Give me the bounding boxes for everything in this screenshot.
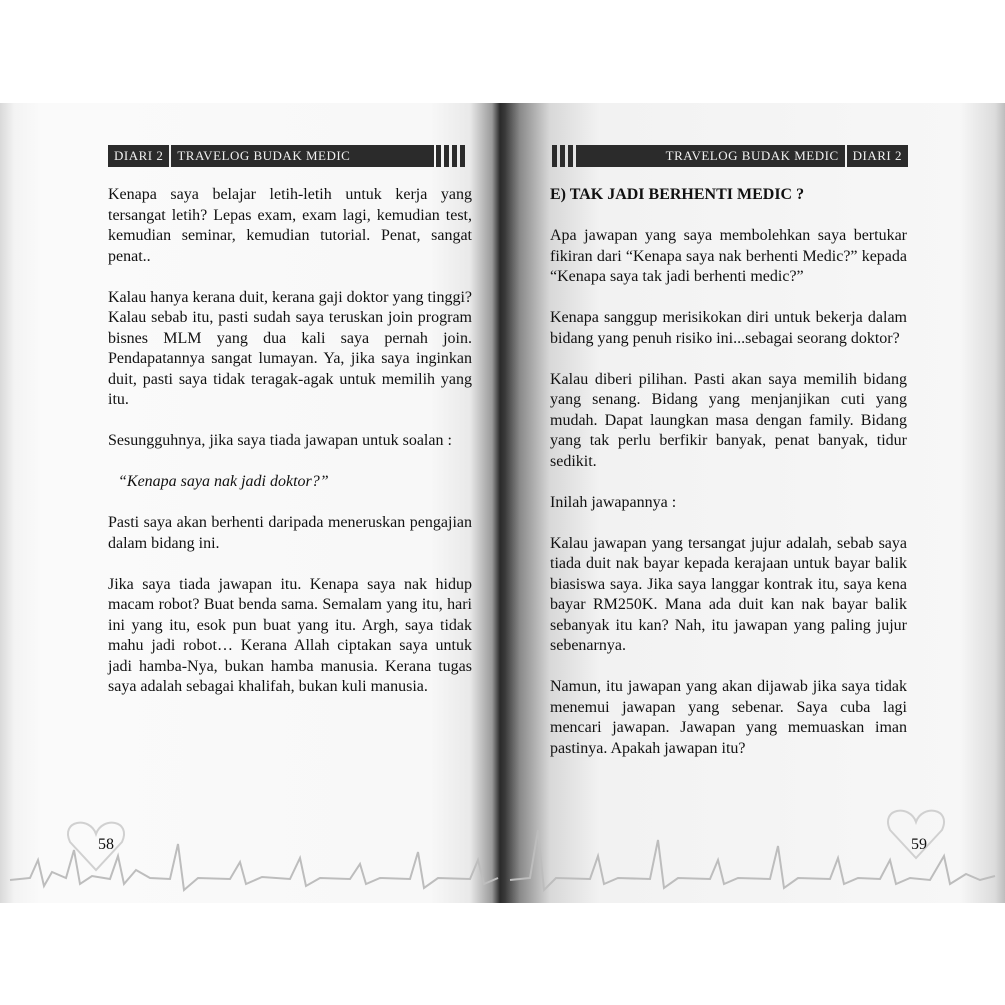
chapter-label: DIARI 2 <box>114 148 164 163</box>
left-page-body <box>108 185 472 718</box>
right-running-header <box>578 145 908 167</box>
ekg-line-decoration <box>0 800 1005 905</box>
right-header-bars <box>552 145 581 167</box>
paragraph: Jika saya tiada jawapan itu. Kenapa saya nak hidup macam robot? Buat benda sama. Semalam yang itu, hari ini yang itu, esok pun buat yang itu. Argh, saya tidak mahu jadi robot… Kerana Allah ciptakan saya untuk jadi hamba-Nya, bukan hamba manusia. Kerana tugas saya adalah sebagai khalifah, bukan kuli manusia. <box>108 575 472 695</box>
paragraph: Kalau diberi pilihan. Pasti akan saya memilih bidang yang senang. Bidang yang menjanjikan cuti yang mudah. Dapat laungkan masa dengan family. Bidang yang tak perlu berfikir banyak, penat banyak, tidur sedikit. <box>550 370 907 470</box>
paragraph: Pasti saya akan berhenti daripada meneruskan pengajian dalam bidang ini. <box>108 514 472 552</box>
book-title: TRAVELOG BUDAK MEDIC <box>177 148 351 163</box>
paragraph: Namun, itu jawapan yang akan dijawab jika saya tidak menemui jawapan yang sebenar. Saya cuba lagi mencari jawapan. Jawapan yang memuaskan iman pastinya. Apakah jawapan itu? <box>550 678 907 757</box>
paragraph: Kalau jawapan yang tersangat jujur adalah, sebab saya tiada duit nak bayar kepada kerajaan untuk bayar balik biasiswa saya. Jika saya langgar kontrak itu, saya kena bayar RM250K. Mana ada duit kan nak bayar balik sebanyak itu kan? Nah, itu jawapan yang paling jujur sebenarnya. <box>550 534 907 654</box>
left-header-bars <box>436 145 465 167</box>
left-running-header <box>108 145 434 167</box>
chapter-label: DIARI 2 <box>852 148 902 163</box>
paragraph: Kenapa sanggup merisikokan diri untuk bekerja dalam bidang yang penuh risiko ini...sebagai seorang doktor? <box>550 309 907 347</box>
right-page-body <box>550 185 907 780</box>
paragraph: Inilah jawapannya : <box>550 493 677 511</box>
section-heading: E) TAK JADI BERHENTI MEDIC ? <box>550 186 805 203</box>
paragraph: Kenapa saya belajar letih-letih untuk kerja yang tersangat letih? Lepas exam, exam lagi, kemudian test, kemudian seminar, kemudian tutorial. Penat, sangat penat.. <box>108 186 472 265</box>
page-number-right: 59 <box>911 836 927 853</box>
paragraph: Apa jawapan yang saya membolehkan saya bertukar fikiran dari “Kenapa saya nak berhenti Medic?” kepada “Kenapa saya tak jadi berhenti medic?” <box>550 227 907 285</box>
book-title: TRAVELOG BUDAK MEDIC <box>665 148 839 163</box>
paragraph: Kalau hanya kerana duit, kerana gaji doktor yang tinggi? Kalau sebab itu, pasti sudah saya teruskan join program bisnes MLM yang dua kali saya pernah join. Pendapatannya sangat lumayan. Ya, jika saya inginkan duit, pasti saya tidak teragak-agak untuk memilih yang itu. <box>108 288 472 408</box>
paragraph: Sesungguhnya, jika saya tiada jawapan untuk soalan : <box>108 432 452 449</box>
quote: “Kenapa saya nak jadi doktor?” <box>118 473 329 490</box>
page-number-left: 58 <box>98 836 114 853</box>
